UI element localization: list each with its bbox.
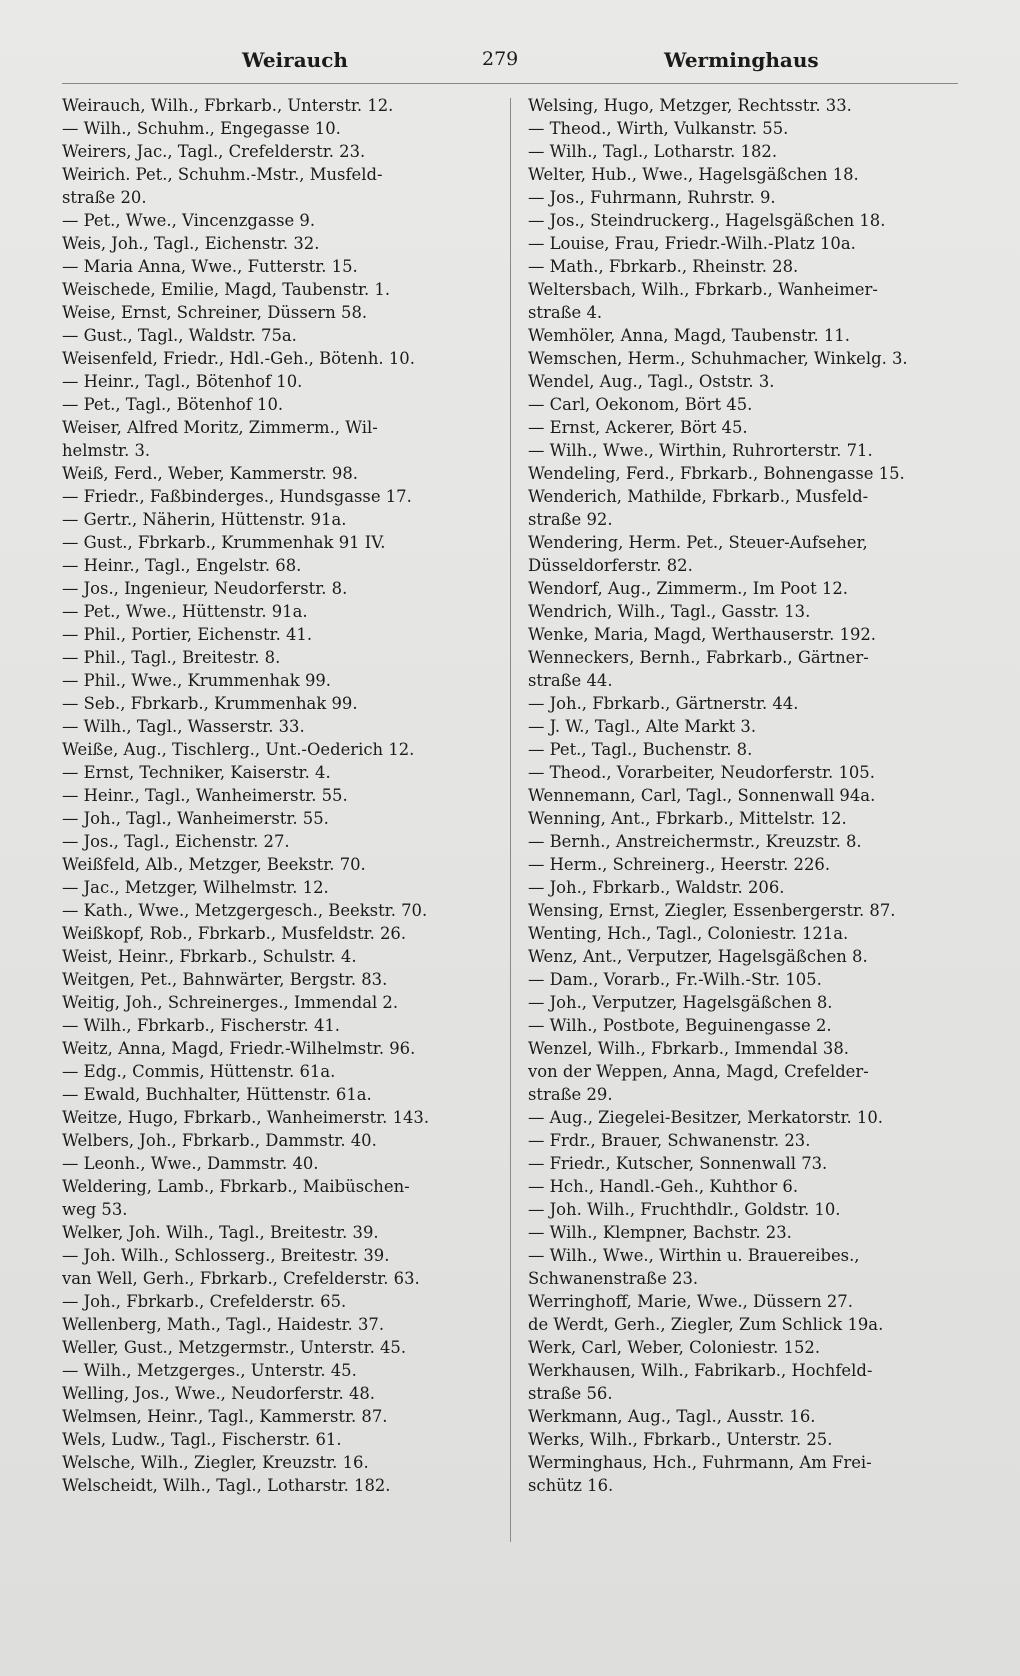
directory-entry-line: — Ewald, Buchhalter, Hüttenstr. 61a. [62,1085,372,1104]
directory-entry-line: — Jos., Tagl., Eichenstr. 27. [62,832,290,851]
directory-entry-line: straße 56. [528,1384,613,1403]
directory-entry-line: — Joh., Verputzer, Hagelsgäßchen 8. [528,993,833,1012]
header-left-keyword: Weirauch [242,48,348,72]
directory-entry-line: — Wilh., Fbrkarb., Fischerstr. 41. [62,1016,341,1035]
directory-entry-line: — Jos., Fuhrmann, Ruhrstr. 9. [528,188,776,207]
directory-entry-line: — Joh., Fbrkarb., Waldstr. 206. [528,878,785,897]
directory-entry-line: Weist, Heinr., Fbrkarb., Schulstr. 4. [62,947,357,966]
directory-entry-line: — Phil., Portier, Eichenstr. 41. [62,625,313,644]
directory-entry-line: — Dam., Vorarb., Fr.-Wilh.-Str. 105. [528,970,822,989]
directory-entry-line: — Wilh., Tagl., Wasserstr. 33. [62,717,305,736]
directory-entry-line: Weldering, Lamb., Fbrkarb., Maibüschen- [62,1177,410,1196]
directory-entry-line: — Maria Anna, Wwe., Futterstr. 15. [62,257,358,276]
page-header [62,40,958,84]
directory-entry-line: — Theod., Vorarbeiter, Neudorferstr. 105. [528,763,875,782]
directory-entry-line: — Heinr., Tagl., Bötenhof 10. [62,372,303,391]
directory-entry-line: Wels, Ludw., Tagl., Fischerstr. 61. [62,1430,342,1449]
directory-entry-line: — Pet., Tagl., Bötenhof 10. [62,395,284,414]
directory-entry-line: Welsing, Hugo, Metzger, Rechtsstr. 33. [528,96,852,115]
directory-entry-line: Wendel, Aug., Tagl., Oststr. 3. [528,372,775,391]
directory-entry-line: Wellenberg, Math., Tagl., Haidestr. 37. [62,1315,385,1334]
directory-entry-line: — Wilh., Klempner, Bachstr. 23. [528,1223,792,1242]
directory-entry-line: Weirich. Pet., Schuhm.-Mstr., Musfeld- [62,165,383,184]
directory-entry-line: helmstr. 3. [62,441,151,460]
directory-entry-line: Weißkopf, Rob., Fbrkarb., Musfeldstr. 26. [62,924,407,943]
directory-entry-line: — Joh., Fbrkarb., Crefelderstr. 65. [62,1292,347,1311]
directory-entry-line: — Wilh., Metzgerges., Unterstr. 45. [62,1361,357,1380]
directory-entry-line: Werminghaus, Hch., Fuhrmann, Am Frei- [528,1453,872,1472]
directory-entry-line: Weiser, Alfred Moritz, Zimmerm., Wil- [62,418,378,437]
directory-entry-line: — Pet., Wwe., Vincenzgasse 9. [62,211,316,230]
directory-entry-line: Weirers, Jac., Tagl., Crefelderstr. 23. [62,142,366,161]
directory-entry-line: — Jos., Steindruckerg., Hagelsgäßchen 18. [528,211,886,230]
directory-entry-line: — Pet., Tagl., Buchenstr. 8. [528,740,753,759]
directory-entry-line: Welling, Jos., Wwe., Neudorferstr. 48. [62,1384,376,1403]
directory-entry-line: Welscheidt, Wilh., Tagl., Lotharstr. 182. [62,1476,391,1495]
directory-entry-line: Welter, Hub., Wwe., Hagelsgäßchen 18. [528,165,859,184]
directory-entry-line: — Aug., Ziegelei-Besitzer, Merkatorstr. 10. [528,1108,883,1127]
directory-entry-line: Werringhoff, Marie, Wwe., Düssern 27. [528,1292,853,1311]
directory-entry-line: Wendorf, Aug., Zimmerm., Im Poot 12. [528,579,848,598]
directory-entry-line: Weller, Gust., Metzgermstr., Unterstr. 45. [62,1338,407,1357]
directory-entry-line: straße 44. [528,671,613,690]
directory-entry-line: von der Weppen, Anna, Magd, Crefelder- [528,1062,869,1081]
directory-entry-line: — Pet., Wwe., Hüttenstr. 91a. [62,602,308,621]
directory-entry-line: Weise, Ernst, Schreiner, Düssern 58. [62,303,368,322]
directory-entry-line: Weis, Joh., Tagl., Eichenstr. 32. [62,234,320,253]
directory-entry-line: Weitig, Joh., Schreinerges., Immendal 2. [62,993,399,1012]
directory-entry-line: Weißfeld, Alb., Metzger, Beekstr. 70. [62,855,366,874]
directory-entry-line: Weitze, Hugo, Fbrkarb., Wanheimerstr. 143. [62,1108,430,1127]
directory-entry-line: — Bernh., Anstreichermstr., Kreuzstr. 8. [528,832,862,851]
directory-entry-line: Weitz, Anna, Magd, Friedr.-Wilhelmstr. 96. [62,1039,416,1058]
directory-entry-line: Wendering, Herm. Pet., Steuer-Aufseher, [528,533,868,552]
directory-entry-line: straße 29. [528,1085,613,1104]
directory-entry-line: — Gust., Tagl., Waldstr. 75a. [62,326,297,345]
directory-entry-line: — Hch., Handl.-Geh., Kuhthor 6. [528,1177,799,1196]
directory-entry-line: Weltersbach, Wilh., Fbrkarb., Wanheimer- [528,280,878,299]
directory-entry-line: Schwanenstraße 23. [528,1269,699,1288]
directory-entry-line: Welmsen, Heinr., Tagl., Kammerstr. 87. [62,1407,388,1426]
directory-entry-line: Werks, Wilh., Fbrkarb., Unterstr. 25. [528,1430,833,1449]
directory-entry-line: Wendeling, Ferd., Fbrkarb., Bohnengasse 15. [528,464,905,483]
directory-entry-line: Weischede, Emilie, Magd, Taubenstr. 1. [62,280,391,299]
directory-entry-line: Wenderich, Mathilde, Fbrkarb., Musfeld- [528,487,869,506]
directory-entry-line: — Joh., Tagl., Wanheimerstr. 55. [62,809,329,828]
directory-entry-line: — Jos., Ingenieur, Neudorferstr. 8. [62,579,348,598]
directory-entry-line: de Werdt, Gerh., Ziegler, Zum Schlick 19a. [528,1315,884,1334]
directory-entry-line: — Wilh., Schuhm., Engegasse 10. [62,119,341,138]
directory-entry-line: straße 4. [528,303,603,322]
directory-entry-line: Weiß, Ferd., Weber, Kammerstr. 98. [62,464,358,483]
directory-entry-line: — Wilh., Postbote, Beguinengasse 2. [528,1016,832,1035]
header-right-keyword: Werminghaus [664,48,819,72]
column-divider [510,98,511,1542]
directory-entry-line: straße 92. [528,510,613,529]
directory-entry-line: Werkhausen, Wilh., Fabrikarb., Hochfeld- [528,1361,873,1380]
directory-entry-line: Welsche, Wilh., Ziegler, Kreuzstr. 16. [62,1453,369,1472]
directory-entry-line: — Heinr., Tagl., Engelstr. 68. [62,556,302,575]
directory-entry-line: — Edg., Commis, Hüttenstr. 61a. [62,1062,336,1081]
directory-entry-line: — Louise, Frau, Friedr.-Wilh.-Platz 10a. [528,234,856,253]
directory-entry-line: Weitgen, Pet., Bahnwärter, Bergstr. 83. [62,970,388,989]
directory-entry-line: — Herm., Schreinerg., Heerstr. 226. [528,855,831,874]
directory-entry-line: — Theod., Wirth, Vulkanstr. 55. [528,119,789,138]
directory-entry-line: Düsseldorferstr. 82. [528,556,693,575]
directory-entry-line: — Phil., Wwe., Krummenhak 99. [62,671,332,690]
directory-entry-line: Weisenfeld, Friedr., Hdl.-Geh., Bötenh. 10. [62,349,415,368]
directory-entry-line: — Wilh., Wwe., Wirthin u. Brauereibes., [528,1246,860,1265]
directory-entry-line: — Friedr., Faßbinderges., Hundsgasse 17. [62,487,412,506]
directory-entry-line: — Gust., Fbrkarb., Krummenhak 91 IV. [62,533,386,552]
directory-entry-line: Welbers, Joh., Fbrkarb., Dammstr. 40. [62,1131,377,1150]
directory-entry-line: Wenning, Ant., Fbrkarb., Mittelstr. 12. [528,809,847,828]
directory-entry-line: — Gertr., Näherin, Hüttenstr. 91a. [62,510,347,529]
directory-entry-line: Wemschen, Herm., Schuhmacher, Winkelg. 3. [528,349,908,368]
directory-entry-line: Wemhöler, Anna, Magd, Taubenstr. 11. [528,326,850,345]
directory-entry-line: Wenzel, Wilh., Fbrkarb., Immendal 38. [528,1039,849,1058]
directory-entry-line: — Friedr., Kutscher, Sonnenwall 73. [528,1154,828,1173]
directory-entry-line: — Joh. Wilh., Fruchthdlr., Goldstr. 10. [528,1200,841,1219]
directory-entry-line: — Wilh., Tagl., Lotharstr. 182. [528,142,778,161]
header-rule [62,83,958,84]
directory-entry-line: Wennemann, Carl, Tagl., Sonnenwall 94a. [528,786,876,805]
directory-entry-line: — Carl, Oekonom, Bört 45. [528,395,753,414]
directory-entry-line: weg 53. [62,1200,128,1219]
directory-entry-line: — Wilh., Wwe., Wirthin, Ruhrorterstr. 71. [528,441,873,460]
directory-entry-line: schütz 16. [528,1476,614,1495]
directory-entry-line: Werk, Carl, Weber, Coloniestr. 152. [528,1338,821,1357]
directory-entry-line: Wensing, Ernst, Ziegler, Essenbergerstr. 87. [528,901,896,920]
directory-entry-line: Wenke, Maria, Magd, Werthauserstr. 192. [528,625,877,644]
directory-entry-line: Werkmann, Aug., Tagl., Ausstr. 16. [528,1407,816,1426]
directory-entry-line: Wenneckers, Bernh., Fabrkarb., Gärtner- [528,648,869,667]
directory-entry-line: Wendrich, Wilh., Tagl., Gasstr. 13. [528,602,811,621]
page-number: 279 [482,48,519,70]
directory-entry-line: straße 20. [62,188,147,207]
directory-entry-line: — J. W., Tagl., Alte Markt 3. [528,717,757,736]
directory-entry-line: — Kath., Wwe., Metzgergesch., Beekstr. 70. [62,901,428,920]
directory-entry-line: — Joh., Fbrkarb., Gärtnerstr. 44. [528,694,799,713]
directory-entry-line: Wenz, Ant., Verputzer, Hagelsgäßchen 8. [528,947,868,966]
directory-entry-line: Wenting, Hch., Tagl., Coloniestr. 121a. [528,924,849,943]
directory-entry-line: — Ernst, Techniker, Kaiserstr. 4. [62,763,331,782]
directory-entry-line: van Well, Gerh., Fbrkarb., Crefelderstr. 63. [62,1269,420,1288]
directory-entry-line: — Frdr., Brauer, Schwanenstr. 23. [528,1131,811,1150]
directory-entry-line: — Leonh., Wwe., Dammstr. 40. [62,1154,319,1173]
directory-entry-line: — Phil., Tagl., Breitestr. 8. [62,648,281,667]
directory-entry-line: — Jac., Metzger, Wilhelmstr. 12. [62,878,329,897]
directory-entry-line: Weirauch, Wilh., Fbrkarb., Unterstr. 12. [62,96,394,115]
directory-entry-line: Welker, Joh. Wilh., Tagl., Breitestr. 39. [62,1223,379,1242]
directory-entry-line: — Seb., Fbrkarb., Krummenhak 99. [62,694,358,713]
directory-entry-line: — Heinr., Tagl., Wanheimerstr. 55. [62,786,348,805]
directory-entry-line: Weiße, Aug., Tischlerg., Unt.-Oederich 12. [62,740,415,759]
directory-entry-line: — Joh. Wilh., Schlosserg., Breitestr. 39. [62,1246,390,1265]
right-column [528,94,968,1497]
directory-entry-line: — Ernst, Ackerer, Bört 45. [528,418,748,437]
directory-entry-line: — Math., Fbrkarb., Rheinstr. 28. [528,257,799,276]
left-column [62,94,502,1497]
